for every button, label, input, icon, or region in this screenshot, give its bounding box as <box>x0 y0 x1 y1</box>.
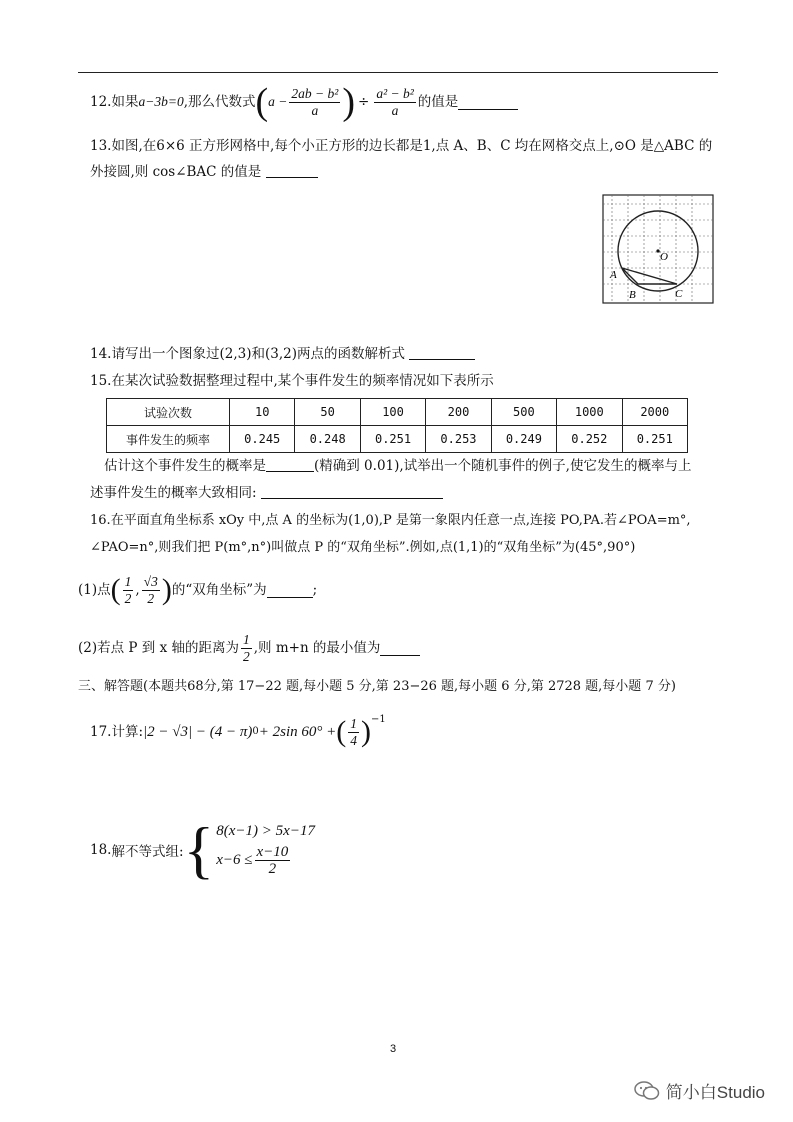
question-14 <box>90 344 475 364</box>
question-text: 的值是 <box>417 94 459 110</box>
numerator: √3 <box>143 573 158 589</box>
table-cell: 1000 <box>557 399 622 426</box>
table-row <box>107 426 688 453</box>
table-cell: 0.252 <box>557 426 622 453</box>
denominator: 2 <box>147 590 155 606</box>
question-text: 在某次试验数据整理过程中,某个事件发生的频率情况如下表所示 <box>111 373 494 389</box>
question-text: ,则 m+n 的最小值为 <box>253 640 381 656</box>
question-13-line1 <box>90 136 712 156</box>
question-text: 估计这个事件发生的概率是 <box>104 458 266 474</box>
question-text: ; <box>312 582 318 598</box>
left-paren: ( <box>255 81 269 123</box>
header-rule <box>78 72 718 73</box>
question-13-line2 <box>90 162 318 182</box>
fraction <box>255 844 291 877</box>
table-cell: 0.253 <box>426 426 491 453</box>
question-16-sub1 <box>78 570 317 610</box>
condition: a−3b=0 <box>138 94 184 109</box>
answer-blank <box>266 457 314 472</box>
denominator: 2 <box>243 648 250 664</box>
denominator: a <box>311 102 319 118</box>
fraction-y <box>142 574 160 607</box>
question-text: ,那么代数式 <box>183 94 256 110</box>
denominator: 2 <box>124 590 132 606</box>
row-header: 试验次数 <box>107 399 230 426</box>
fraction-x <box>123 574 134 607</box>
inequality-system <box>216 823 315 877</box>
table-cell: 100 <box>360 399 425 426</box>
numerator: 1 <box>243 631 250 647</box>
denominator: a <box>391 102 399 118</box>
table-cell: 50 <box>295 399 360 426</box>
section-heading <box>78 677 676 697</box>
fraction-2 <box>374 86 415 119</box>
answer-blank <box>409 345 475 360</box>
table-cell: 200 <box>426 399 491 426</box>
question-number: 14. <box>90 346 112 362</box>
question-text: 如图,在6×6 正方形网格中,每个小正方形的边长都是1,点 A、B、C 均在网格交点上,⊙O 是△ABC 的 <box>111 138 713 154</box>
question-text: (精确到 0.01),试举出一个随机事件的例子,使它发生的概率与上 <box>314 458 692 474</box>
left-paren: ( <box>336 715 347 748</box>
divide-sign: ÷ <box>358 94 370 110</box>
fraction-half <box>241 632 252 665</box>
table-cell: 10 <box>230 399 295 426</box>
numerator: 2ab − b² <box>291 85 339 101</box>
grid-circle-figure <box>602 194 714 304</box>
fraction-quarter <box>348 716 359 749</box>
inequality-2-left: x−6 ≤ <box>216 852 253 868</box>
section-text: 三、解答题(本题共68分,第 17−22 题,每小题 5 分,第 23−26 题,每小题 6 分,第 2728 题,每小题 7 分) <box>78 679 676 694</box>
table-row <box>107 399 688 426</box>
question-16-line1 <box>90 511 691 531</box>
question-text: 解不等式组: <box>111 844 184 860</box>
label-a: A <box>610 269 617 281</box>
exponent-zero: 0 <box>252 726 259 737</box>
inequality-2 <box>216 844 315 877</box>
question-text: 在平面直角坐标系 xOy 中,点 A 的坐标为(1,0),P 是第一象限内任意一点,连接 PO,PA.若∠POA=m°, <box>110 513 691 528</box>
table-cell: 0.251 <box>622 426 687 453</box>
right-paren: ) <box>361 715 372 748</box>
question-15 <box>90 371 494 391</box>
numerator: a² − b² <box>376 85 414 101</box>
inequality-1: 8(x−1) > 5x−17 <box>216 823 315 839</box>
question-text: 如果 <box>111 94 139 110</box>
frequency-table <box>106 398 688 453</box>
question-18 <box>90 814 315 885</box>
answer-blank <box>261 484 443 499</box>
question-text: 请写出一个图象过(2,3)和(3,2)两点的函数解析式 <box>111 346 405 362</box>
table-cell: 0.245 <box>230 426 295 453</box>
denominator: 4 <box>350 732 358 748</box>
question-number: 12. <box>90 94 112 110</box>
question-number: 15. <box>90 373 112 389</box>
brand-text: 简小白Studio <box>665 1083 765 1102</box>
expression: + 2sin 60° + <box>258 724 337 740</box>
question-number: 16. <box>90 513 111 528</box>
question-text: 计算: <box>111 724 144 740</box>
question-text: 述事件发生的概率大致相同: <box>90 485 257 501</box>
label-c: C <box>675 288 683 300</box>
table-cell: 0.248 <box>295 426 360 453</box>
question-text: 的“双角坐标”为 <box>171 582 267 598</box>
row-header: 事件发生的频率 <box>107 426 230 453</box>
numerator: 1 <box>350 715 358 731</box>
question-text: (1)点 <box>78 582 111 598</box>
question-text: ∠PAO=n°,则我们把 P(m°,n°)叫做点 P 的“双角坐标”.例如,点(1,1)的“双角坐标”为(45°,90°) <box>90 540 636 555</box>
question-text: (2)若点 P 到 x 轴的距离为 <box>78 640 239 656</box>
numerator: x−10 <box>256 844 289 860</box>
answer-blank <box>458 95 518 110</box>
question-17 <box>90 710 386 754</box>
table-cell: 2000 <box>622 399 687 426</box>
numerator: 1 <box>124 573 132 589</box>
right-paren: ) <box>161 573 172 606</box>
table-cell: 500 <box>491 399 556 426</box>
table-cell: 0.249 <box>491 426 556 453</box>
answer-blank <box>380 641 420 656</box>
question-number: 17. <box>90 724 112 740</box>
comma: , <box>135 582 140 598</box>
question-12 <box>90 82 518 122</box>
right-paren: ) <box>342 81 355 123</box>
answer-blank <box>267 583 313 598</box>
question-16-sub2 <box>78 628 420 668</box>
question-15-after1 <box>104 456 691 476</box>
left-paren: ( <box>110 573 121 606</box>
label-b: B <box>629 289 636 301</box>
expression: |2 − √3| − (4 − π) <box>143 724 253 740</box>
question-number: 13. <box>90 138 112 154</box>
chat-bubble-icon <box>634 1080 660 1102</box>
exponent-neg-one: −1 <box>371 714 386 725</box>
page-number: 3 <box>390 1043 397 1055</box>
answer-blank <box>266 163 318 178</box>
table-cell: 0.251 <box>360 426 425 453</box>
question-15-after2 <box>90 483 443 503</box>
brace: { <box>183 814 215 885</box>
question-16-line2 <box>90 538 635 558</box>
label-o: O <box>660 251 668 263</box>
expr-a: a − <box>268 94 288 109</box>
footer-brand <box>634 1078 765 1103</box>
denominator: 2 <box>268 861 277 877</box>
question-text: 外接圆,则 cos∠BAC 的值是 <box>90 164 262 180</box>
fraction-1 <box>289 86 340 119</box>
question-number: 18. <box>90 842 112 858</box>
